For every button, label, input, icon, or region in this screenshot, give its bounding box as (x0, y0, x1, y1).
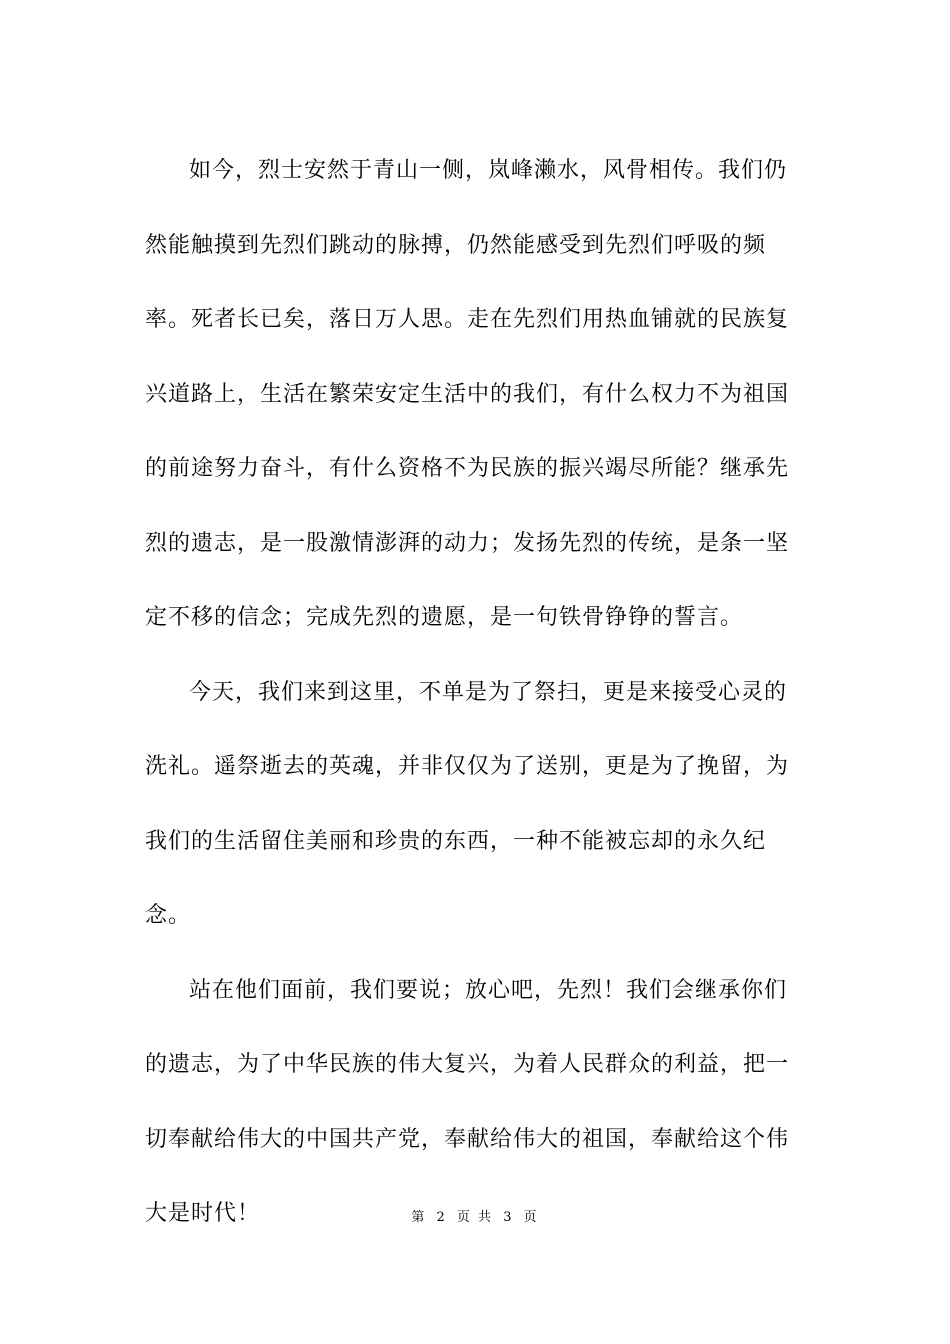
paragraph-2: 今天，我们来到这里，不单是为了祭扫，更是来接受心灵的洗礼。遥祭逝去的英魂，并非仅仅为了送别，更是为了挽留，为我们的生活留住美丽和珍贵的东西，一种不能被忘却的永久纪念。 (145, 679, 790, 928)
page-number-footer (0, 1206, 950, 1225)
footer-prefix: 第 (411, 1210, 427, 1225)
document-body (145, 134, 805, 1252)
footer-middle: 页 共 (456, 1210, 494, 1225)
current-page-number: 2 (436, 1210, 447, 1225)
total-pages-number: 3 (503, 1210, 514, 1225)
paragraph-1: 如今，烈士安然于青山一侧，岚峰濑水，风骨相传。我们仍然能触摸到先烈们跳动的脉搏，仍然能感受到先烈们呼吸的频率。死者长已矣，落日万人思。走在先烈们用热血铺就的民族复兴道路上，生活在繁荣安定生活中的我们，有什么权力不为祖国的前途努力奋斗，有什么资格不为民族的振兴竭尽所能？继承先烈的遗志，是一股激情澎湃的动力；发扬先烈的传统，是条一坚定不移的信念；完成先烈的遗愿，是一句铁骨铮铮的誓言。 (145, 158, 790, 630)
footer-suffix: 页 (523, 1210, 539, 1225)
paragraph-3: 站在他们面前，我们要说；放心吧，先烈！我们会继承你们的遗志，为了中华民族的伟大复兴，为着人民群众的利益，把一切奉献给伟大的中国共产党，奉献给伟大的祖国，奉献给这个伟大是时代！ (145, 977, 790, 1226)
